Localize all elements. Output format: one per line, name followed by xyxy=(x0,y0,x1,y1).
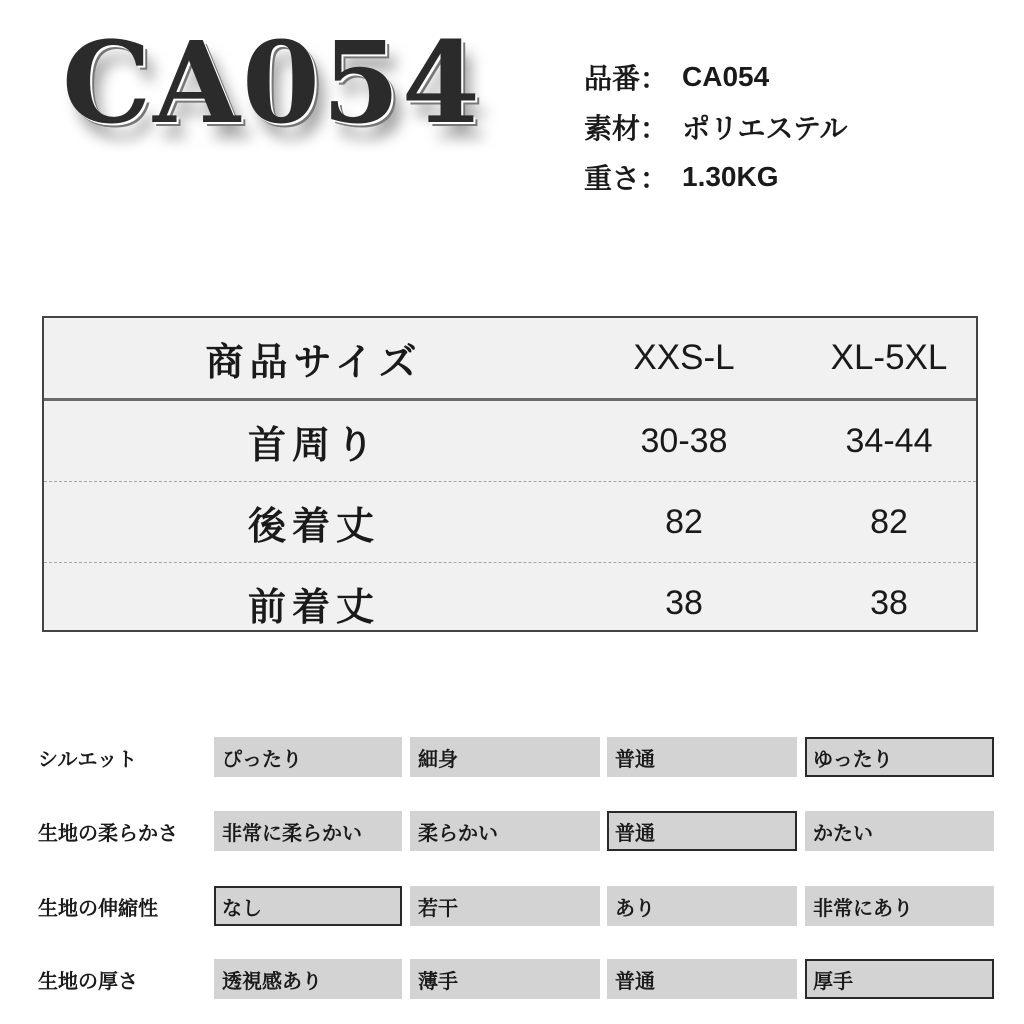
attr-option: ゆったり xyxy=(805,737,994,777)
size-row-front-length xyxy=(44,563,976,643)
size-header-label: 商品サイズ xyxy=(205,339,423,384)
size-table xyxy=(42,316,978,632)
spec-value: ポリエステル xyxy=(682,113,848,144)
size-value: 38 xyxy=(665,583,703,622)
attr-option: 厚手 xyxy=(805,959,994,999)
spec-row-weight xyxy=(584,152,847,202)
attr-option: 普通 xyxy=(607,811,797,851)
spec-label: 品番： xyxy=(584,62,669,95)
size-value: 38 xyxy=(870,583,908,622)
attr-label: 生地の厚さ xyxy=(38,968,138,993)
product-logo: CA054 xyxy=(62,18,482,149)
spec-label: 重さ： xyxy=(584,162,669,195)
spec-value: CA054 xyxy=(682,61,770,92)
size-table-header xyxy=(44,318,976,401)
attr-option: 非常にあり xyxy=(805,886,994,926)
attr-option: かたい xyxy=(805,811,994,851)
size-value: 34-44 xyxy=(845,421,933,460)
size-header-col2: XL-5XL xyxy=(830,338,948,377)
attr-option: 若干 xyxy=(410,886,600,926)
attr-option: あり xyxy=(607,886,797,926)
size-value: 82 xyxy=(870,502,908,541)
attr-label: 生地の柔らかさ xyxy=(38,820,178,845)
size-row-back-length xyxy=(44,482,976,563)
attr-option: 普通 xyxy=(607,737,797,777)
attr-option: 細身 xyxy=(410,737,600,777)
attr-label: 生地の伸縮性 xyxy=(38,895,158,920)
spec-value: 1.30KG xyxy=(682,161,779,192)
size-row-neck xyxy=(44,401,976,482)
size-header-col1: XXS-L xyxy=(633,338,735,377)
spec-row-product-number xyxy=(584,52,847,102)
attr-option: 薄手 xyxy=(410,959,600,999)
spec-list xyxy=(584,52,847,202)
attr-option: 透視感あり xyxy=(214,959,402,999)
attr-option: 普通 xyxy=(607,959,797,999)
spec-label: 素材： xyxy=(584,112,669,145)
attr-option: 非常に柔らかい xyxy=(214,811,402,851)
attr-label: シルエット xyxy=(38,746,138,771)
size-value: 30-38 xyxy=(640,421,728,460)
size-value: 82 xyxy=(665,502,703,541)
attr-option: ぴったり xyxy=(214,737,402,777)
spec-row-material xyxy=(584,102,847,152)
size-row-label: 首周り xyxy=(247,422,380,467)
attr-option: なし xyxy=(214,886,402,926)
attr-option: 柔らかい xyxy=(410,811,600,851)
size-row-label: 後着丈 xyxy=(247,503,380,548)
size-row-label: 前着丈 xyxy=(247,584,380,629)
